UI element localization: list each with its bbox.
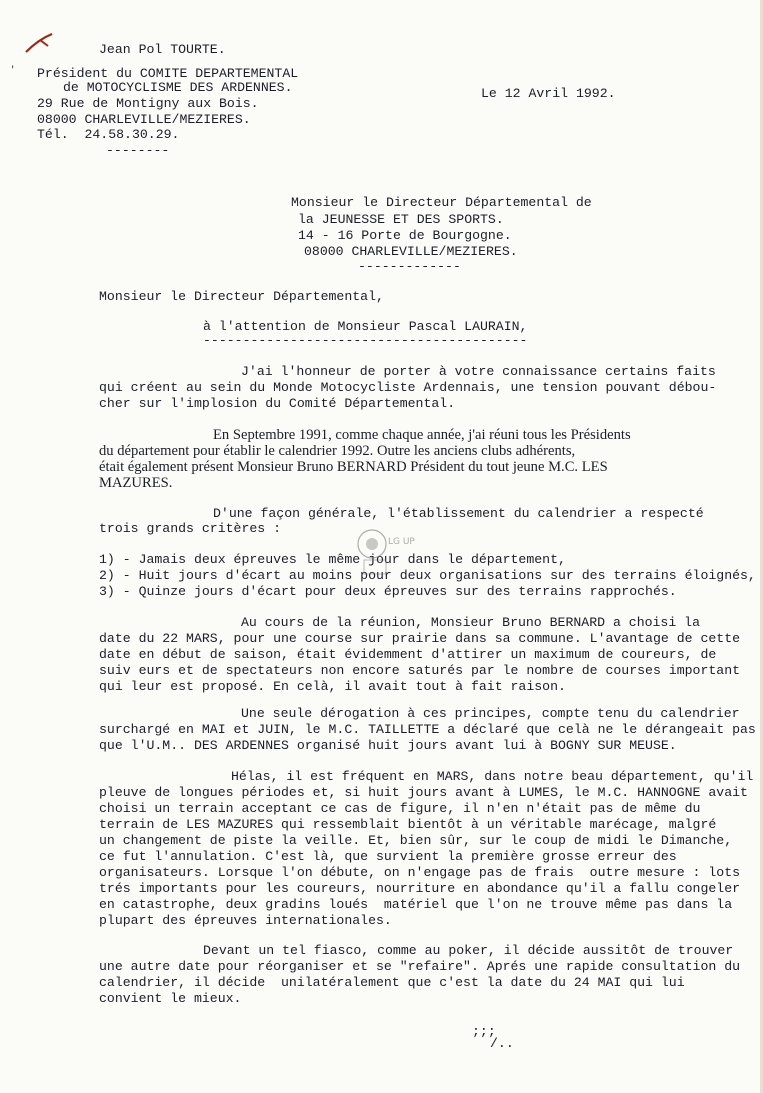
sender-title-1: Président du COMITE DEPARTEMENTAL — [37, 66, 299, 81]
p5-line-2: surchargé en MAI et JUIN, le M.C. TAILLETTE a déclaré que celà ne le dérangeait pas — [99, 722, 756, 737]
p6-line-9: en catastrophe, deux gradins loués matériel que l'on ne trouve même pas dans la — [99, 897, 733, 912]
p6-line-2: pleuve de longues périodes et, si huit jours avant à LUMES, le M.C. HANNOGNE avait — [99, 785, 748, 800]
sender-title-2: de MOTOCYCLISME DES ARDENNES. — [63, 80, 293, 95]
p7-line-2: une autre date pour réorganiser et se "refaire". Aprés une rapide consultation du — [99, 959, 741, 974]
p6-line-4: terrain de LES MAZURES qui ressemblait bientôt à un véritable marécage, malgré — [99, 817, 717, 832]
p6-line-10: plupart des épreuves internationales. — [99, 913, 392, 928]
letter-date: Le 12 Avril 1992. — [481, 86, 616, 101]
next-page-mark: /.. — [490, 1036, 514, 1051]
attention-line: à l'attention de Monsieur Pascal LAURAIN, — [203, 319, 528, 334]
margin-tick: ' — [10, 65, 16, 75]
p4-line-1: Au cours de la réunion, Monsieur Bruno BERNARD a choisi la — [241, 615, 700, 630]
p6-line-5: un changement de piste la veille. Et, bien sûr, sur le coup de midi le Dimanche, — [99, 833, 733, 848]
p6-line-3: choisi un terrain acceptant ce cas de figure, il n'en n'était pas de même du — [99, 801, 701, 816]
p2-line-3: était également présent Monsieur Bruno BERNARD Président du tout jeune M.C. LES — [99, 459, 608, 475]
p4-line-5: qui leur est proposé. En celà, il avait tout à fait raison. — [99, 679, 566, 694]
p7-line-1: Devant un tel fiasco, comme au poker, il décide aussitôt de trouver — [203, 943, 734, 958]
p3-line-1: D'une façon générale, l'établissement du calendrier a respecté — [213, 506, 704, 521]
p6-line-8: trés importants pour les coureurs, nourriture en abondance qu'il a fallu congeler — [99, 881, 741, 896]
sender-rule: -------- — [106, 143, 170, 158]
p1-line-2: qui créent au sein du Monde Motocycliste Ardennais, une tension pouvant débou- — [99, 380, 717, 395]
stamp-text: LG UP — [388, 537, 415, 547]
p6-line-1: Hélas, il est fréquent en MARS, dans notre beau département, qu'il — [231, 769, 754, 784]
p4-line-4: suiv eurs et de spectateurs non encore saturés par le nombre de courses important — [99, 663, 741, 678]
sender-name: Jean Pol TOURTE. — [99, 42, 226, 57]
continued-mark: ;;; — [472, 1024, 496, 1039]
p2-line-1: En Septembre 1991, comme chaque année, j'ai réuni tous les Présidents — [213, 427, 631, 443]
recipient-line-3: 14 - 16 Porte de Bourgogne. — [298, 228, 512, 243]
p5-line-3: que l'U.M.. DES ARDENNES organisé huit jours avant lui à BOGNY SUR MEUSE. — [99, 738, 677, 753]
p1-line-1: J'ai l'honneur de porter à votre connaissance certains faits — [241, 364, 716, 379]
p7-line-3: calendrier, il décide unilatéralement que c'est la date du 24 MAI qui lui — [99, 975, 685, 990]
criteria-item-2: 2) - Huit jours d'écart au moins pour deux organisations sur des terrains éloignés, — [99, 568, 756, 583]
p6-line-7: organisateurs. Lorsque l'on débute, on n'engage pas de frais outre mesure : lots — [99, 865, 741, 880]
p6-line-6: ce fut l'annulation. C'est là, que survient la première grosse erreur des — [99, 849, 677, 864]
attention-rule: ----------------------------------------- — [203, 333, 528, 348]
recipient-line-1: Monsieur le Directeur Départemental de — [291, 195, 592, 210]
p2-line-2: du département pour établir le calendrier 1992. Outre les anciens clubs adhérents, — [99, 443, 576, 459]
sender-address-2: 08000 CHARLEVILLE/MEZIERES. — [37, 112, 251, 127]
recipient-line-2: la JEUNESSE ET DES SPORTS. — [298, 212, 504, 227]
criteria-item-3: 3) - Quinze jours d'écart pour deux épreuves sur des terrains rapprochés. — [99, 584, 677, 599]
library-stamp — [352, 524, 415, 586]
recipient-line-4: 08000 CHARLEVILLE/MEZIERES. — [304, 244, 518, 259]
sender-address-1: 29 Rue de Montigny aux Bois. — [37, 96, 259, 111]
p2-line-4: MAZURES. — [99, 475, 173, 491]
p1-line-3: cher sur l'implosion du Comité Départemental. — [99, 396, 456, 411]
p4-line-3: date en début de saison, était évidemment d'attirer un maximum de coureurs, de — [99, 647, 717, 662]
recipient-rule: ------------- — [358, 259, 461, 274]
salutation: Monsieur le Directeur Départemental, — [99, 289, 384, 304]
p7-line-4: convient le mieux. — [99, 991, 242, 1006]
p3-line-2: trois grands critères : — [99, 521, 282, 536]
sender-phone: Tél. 24.58.30.29. — [37, 127, 180, 142]
handwritten-mark — [22, 30, 62, 58]
p5-line-1: Une seule dérogation à ces principes, compte tenu du calendrier — [241, 706, 740, 721]
p4-line-2: date du 22 MARS, pour une course sur prairie dans sa commune. L'avantage de cette — [99, 631, 741, 646]
criteria-item-1: 1) - Jamais deux épreuves le même jour dans le département, — [99, 552, 566, 567]
